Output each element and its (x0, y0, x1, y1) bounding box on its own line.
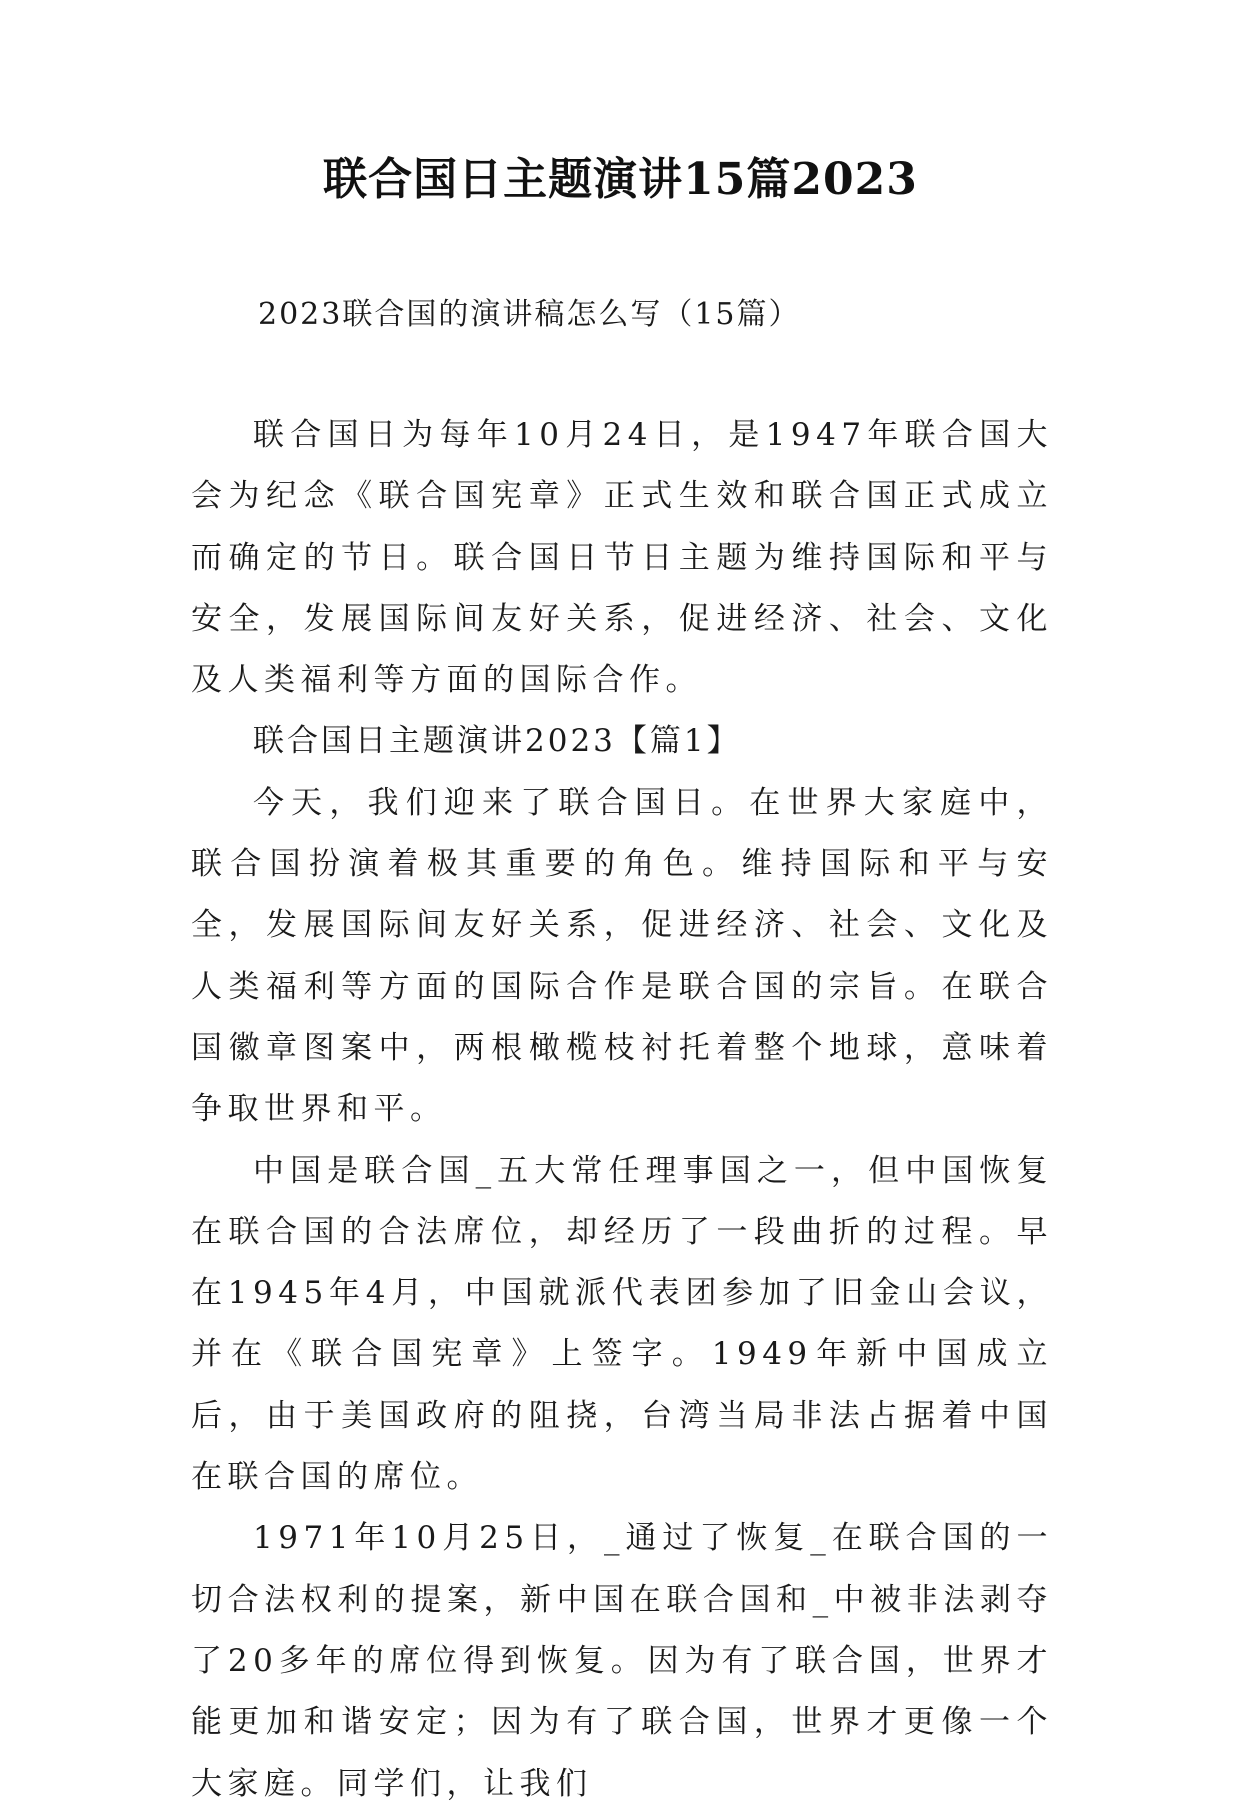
document-body (191, 405, 1053, 1815)
paragraph-2: 中国是联合国_五大常任理事国之一，但中国恢复在联合国的合法席位，却经历了一段曲折的过程。早在1945年4月，中国就派代表团参加了旧金山会议，并在《联合国宪章》上签字。1949年新中国成立后，由于美国政府的阻挠，台湾当局非法占据着中国在联合国的席位。 (191, 1152, 1053, 1496)
document-title: 联合国日主题演讲15篇2023 (323, 154, 918, 205)
paragraph-intro: 联合国日为每年10月24日，是1947年联合国大会为纪念《联合国宪章》正式生效和联合国正式成立而确定的节日。联合国日节日主题为维持国际和平与安全，发展国际间友好关系，促进经济、社会、文化及人类福利等方面的国际合作。 (191, 417, 1053, 699)
section-heading-1: 联合国日主题演讲2023【篇1】 (253, 723, 741, 760)
document-subtitle: 2023联合国的演讲稿怎么写（15篇） (258, 297, 801, 332)
paragraph-3: 1971年10月25日，_通过了恢复_在联合国的一切合法权利的提案，新中国在联合国和_中被非法剥夺了20多年的席位得到恢复。因为有了联合国，世界才能更加和谐安定；因为有了联合国，世界才更像一个大家庭。同学们，让我们 (191, 1520, 1053, 1802)
paragraph-1: 今天，我们迎来了联合国日。在世界大家庭中，联合国扮演着极其重要的角色。维持国际和平与安全，发展国际间友好关系，促进经济、社会、文化及人类福利等方面的国际合作是联合国的宗旨。在联合国徽章图案中，两根橄榄枝衬托着整个地球，意味着争取世界和平。 (191, 784, 1053, 1128)
